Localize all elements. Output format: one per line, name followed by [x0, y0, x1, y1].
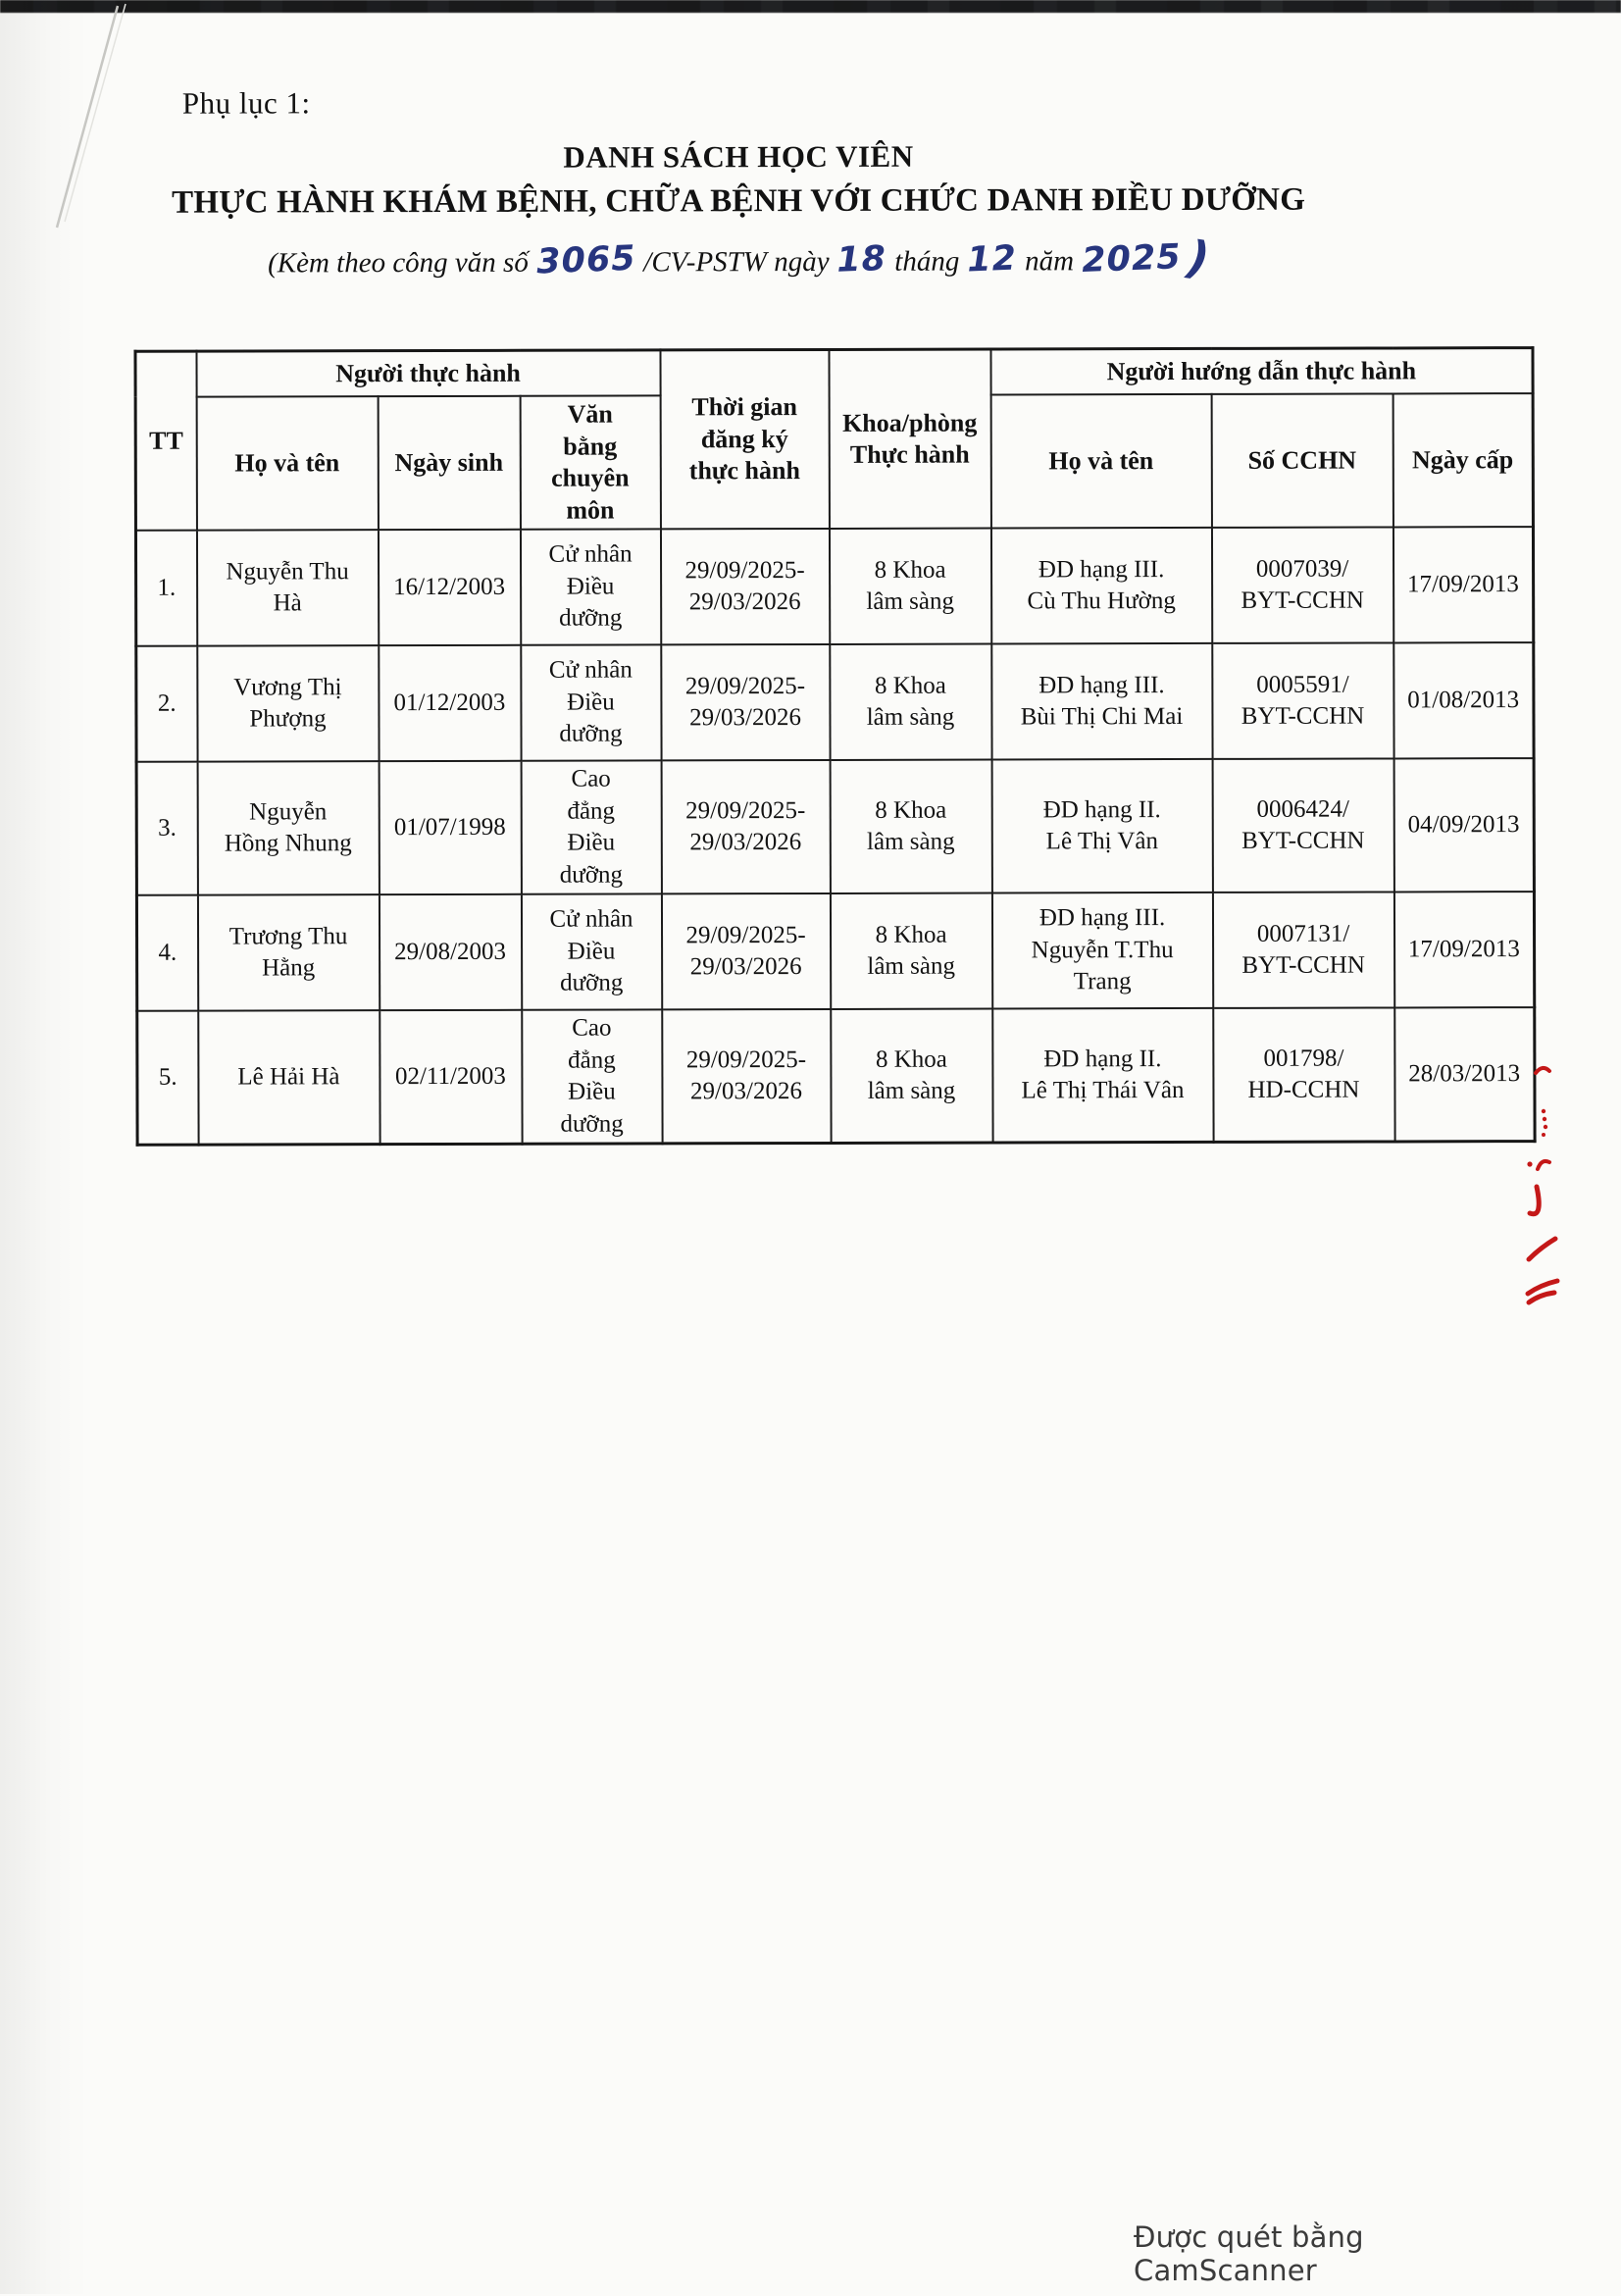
cell-cchn: 001798/ HD-CCHN	[1213, 1007, 1394, 1142]
cell-name: Nguyễn Hồng Nhung	[197, 761, 379, 894]
cell-dob: 01/12/2003	[379, 645, 521, 761]
table-row	[137, 1007, 1535, 1145]
col-header-name: Họ và tên	[196, 396, 378, 530]
cell-tt: 1.	[135, 531, 196, 646]
cell-department: 8 Khoa lâm sàng	[829, 529, 990, 644]
cell-name: Lê Hải Hà	[198, 1010, 380, 1145]
handwritten-month: 12	[966, 238, 1018, 281]
cell-period: 29/09/2025- 29/03/2026	[661, 893, 830, 1009]
cell-period: 29/09/2025- 29/03/2026	[660, 529, 829, 644]
document-title-line2: THỰC HÀNH KHÁM BỆNH, CHỮA BỆNH VỚI CHỨC DANH ĐIỀU DƯỠNG	[172, 181, 1306, 221]
group-header-practitioner: Người thực hành	[196, 350, 660, 397]
table-row	[136, 758, 1534, 895]
camscanner-watermark: Được quét bằng CamScanner	[1134, 2220, 1364, 2287]
students-table-wrapper	[133, 346, 1536, 1147]
cell-issue-date: 17/09/2013	[1393, 527, 1533, 642]
subtitle-mid2: tháng	[894, 245, 960, 278]
cell-name: Trương Thu Hằng	[197, 894, 379, 1010]
title-block	[155, 138, 1322, 286]
cell-dob: 01/07/1998	[379, 761, 521, 894]
cell-tt: 3.	[136, 762, 197, 895]
cell-tt: 2.	[136, 646, 197, 762]
table-row	[136, 642, 1534, 762]
cell-dob: 29/08/2003	[379, 894, 521, 1010]
cell-issue-date: 17/09/2013	[1393, 892, 1534, 1007]
cell-degree: Cử nhân Điều dưỡng	[521, 644, 661, 760]
students-table	[133, 346, 1536, 1147]
cell-supervisor-name: ĐD hạng II. Lê Thị Thái Vân	[992, 1008, 1213, 1143]
handwritten-closing-paren: )	[1184, 230, 1213, 286]
cell-department: 8 Khoa lâm sàng	[830, 644, 991, 760]
col-header-degree: Văn bằng chuyên môn	[520, 395, 660, 529]
table-row	[135, 527, 1533, 646]
subtitle-prefix: (Kèm theo công văn số	[268, 246, 529, 280]
cell-issue-date: 28/03/2013	[1394, 1007, 1535, 1142]
cell-supervisor-name: ĐD hạng II. Lê Thị Vân	[991, 759, 1212, 893]
cell-degree: Cao đẳng Điều dưỡng	[522, 1009, 662, 1144]
col-header-issue-date: Ngày cấp	[1393, 393, 1533, 527]
document-subtitle	[155, 230, 1322, 286]
cell-period: 29/09/2025- 29/03/2026	[661, 644, 830, 760]
cell-degree: Cao đẳng Điều dưỡng	[521, 760, 661, 893]
subtitle-mid1: /CV-PSTW ngày	[643, 245, 830, 279]
cell-department: 8 Khoa lâm sàng	[831, 1009, 992, 1144]
subtitle-mid3: năm	[1025, 245, 1075, 278]
col-header-supervisor-name: Họ và tên	[990, 394, 1211, 529]
cell-dob: 02/11/2003	[380, 1010, 522, 1145]
col-header-tt: TT	[135, 351, 196, 531]
handwritten-day: 18	[836, 238, 887, 281]
cell-degree: Cử nhân Điều dưỡng	[521, 893, 661, 1009]
cell-degree: Cử nhân Điều dưỡng	[520, 529, 660, 644]
group-header-supervisor: Người hướng dẫn thực hành	[990, 348, 1533, 395]
cell-cchn: 0006424/ BYT-CCHN	[1212, 758, 1393, 892]
cell-period: 29/09/2025- 29/03/2026	[661, 760, 830, 893]
col-header-cchn: Số CCHN	[1211, 393, 1393, 527]
handwritten-year: 2025	[1081, 237, 1183, 281]
cell-cchn: 0007039/ BYT-CCHN	[1211, 527, 1393, 642]
col-header-period: Thời gian đăng ký thực hành	[660, 349, 829, 529]
handwritten-doc-number: 3065	[535, 238, 636, 282]
cell-supervisor-name: ĐD hạng III. Cù Thu Hường	[990, 528, 1211, 644]
cell-name: Nguyễn Thu Hà	[196, 530, 378, 645]
cell-tt: 4.	[136, 895, 197, 1011]
cell-department: 8 Khoa lâm sàng	[830, 893, 991, 1009]
cell-issue-date: 01/08/2013	[1393, 642, 1534, 758]
table-row	[136, 892, 1534, 1011]
cell-supervisor-name: ĐD hạng III. Nguyễn T.Thu Trang	[991, 893, 1212, 1009]
cell-department: 8 Khoa lâm sàng	[830, 760, 991, 893]
cell-supervisor-name: ĐD hạng III. Bùi Thị Chi Mai	[991, 643, 1212, 760]
document-title-line1: DANH SÁCH HỌC VIÊN	[563, 138, 914, 175]
cell-issue-date: 04/09/2013	[1393, 758, 1534, 892]
col-header-department: Khoa/phòng Thực hành	[829, 349, 990, 529]
cell-period: 29/09/2025- 29/03/2026	[662, 1009, 831, 1144]
col-header-dob: Ngày sinh	[378, 396, 520, 530]
appendix-label: Phụ lục 1:	[181, 85, 311, 121]
cell-tt: 5.	[137, 1011, 198, 1146]
cell-name: Vương Thị Phượng	[197, 645, 379, 761]
cell-cchn: 0007131/ BYT-CCHN	[1212, 892, 1393, 1007]
cell-dob: 16/12/2003	[378, 530, 520, 645]
cell-cchn: 0005591/ BYT-CCHN	[1212, 642, 1393, 758]
